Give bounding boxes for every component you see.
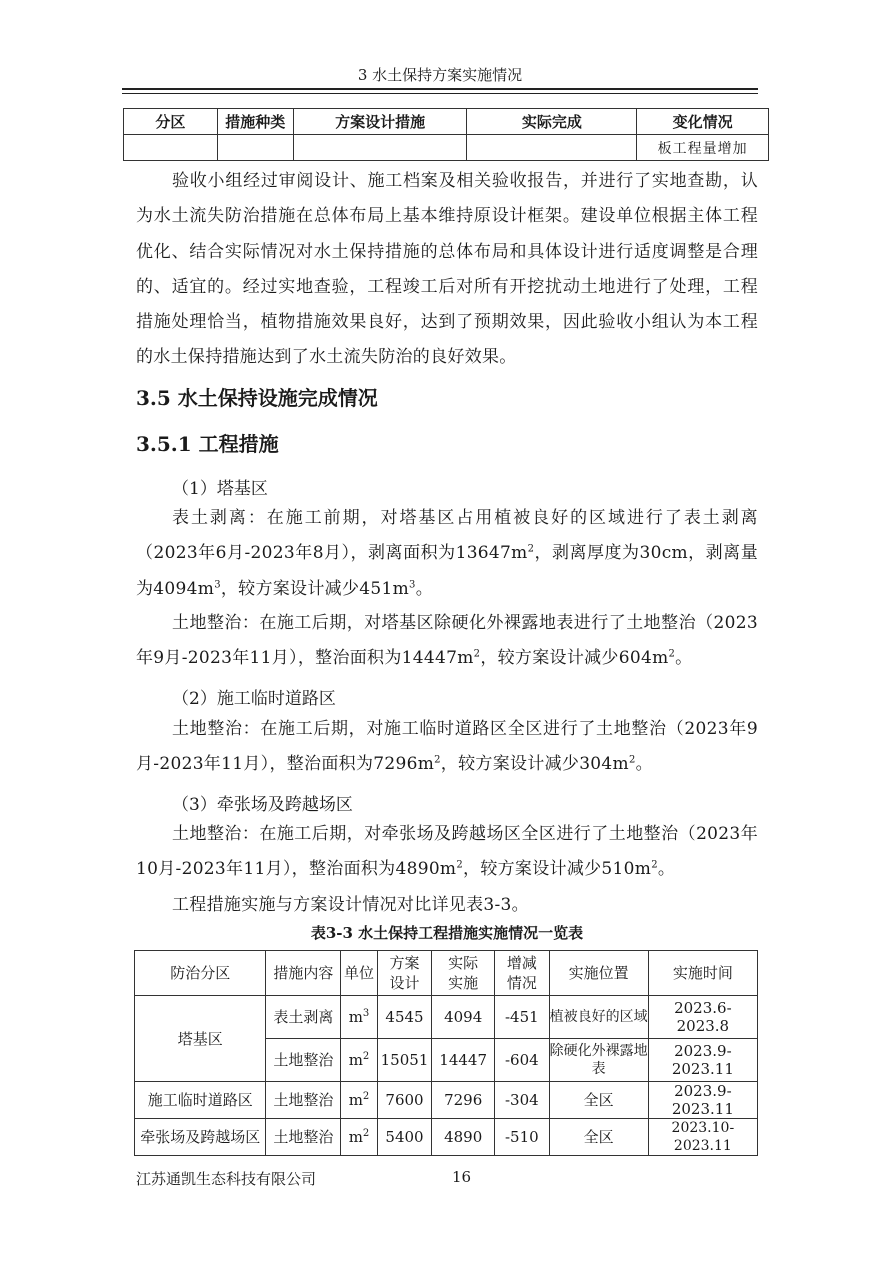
paragraph-land-leveling-road: 土地整治：在施工后期，对施工临时道路区全区进行了土地整治（2023年9月-2023年11月），整治面积为$7296m^2$，较方案设计减少$304m^2$。 (136, 719, 758, 775)
header-cell: 变化情况 (637, 109, 769, 135)
header-cell: 实际完成 (467, 109, 637, 135)
section-heading-3-5-1: 3.5.1 工程措施 (136, 432, 279, 456)
header-cell: 方案设计措施 (293, 109, 467, 135)
table-cell: $m^3$ (341, 996, 377, 1039)
header-cell: 措施内容 (266, 951, 341, 996)
table-cell: 全区 (549, 1119, 648, 1156)
table-cell (124, 135, 218, 161)
table-cell: 4890 (432, 1119, 495, 1156)
footer-company: 江苏通凯生态科技有限公司 (136, 1170, 317, 1188)
header-rule-thin (122, 93, 758, 94)
section-heading-3-5: 3.5 水土保持设施完成情况 (136, 386, 378, 410)
table-cell: 5400 (377, 1119, 432, 1156)
header-cell: 方案 设计 (377, 951, 432, 996)
table-cell: 4545 (377, 996, 432, 1039)
table-cell: 全区 (549, 1082, 648, 1119)
table-cell: 2023.9-2023.11 (648, 1082, 757, 1119)
table-cell: 植被良好的区域 (549, 996, 648, 1039)
header-rule-thick (122, 88, 758, 90)
page-number: 16 (452, 1168, 472, 1186)
table-cell (217, 135, 293, 161)
table-caption: 表3-3 水土保持工程措施实施情况一览表 (310, 924, 584, 942)
paragraph-land-leveling-tower: 土地整治：在施工后期，对塔基区除硬化外裸露地表进行了土地整治（2023年9月-2023年11月），整治面积为$14447m^2$，较方案设计减少$604m^2$。 (136, 613, 758, 669)
continued-table (123, 108, 769, 161)
header-cell: 实施位置 (549, 951, 648, 996)
table-cell: -451 (495, 996, 550, 1039)
table-cell: -510 (495, 1119, 550, 1156)
table-cell: 施工临时道路区 (135, 1082, 266, 1119)
table-cell: 4094 (432, 996, 495, 1039)
running-header: 3 水土保持方案实施情况 (357, 66, 523, 84)
header-cell: 增减 情况 (495, 951, 550, 996)
paragraph-land-leveling-tension: 土地整治：在施工后期，对牵张场及跨越场区全区进行了土地整治（2023年10月-2023年11月），整治面积为$4890m^2$，较方案设计减少$510m^2$。 (136, 824, 758, 880)
table-cell: 土地整治 (266, 1082, 341, 1119)
subheading-tower-area: （1）塔基区 (172, 479, 268, 499)
paragraph-compare: 工程措施实施与方案设计情况对比详见表3-3。 (172, 895, 529, 915)
table-cell: 土地整治 (266, 1039, 341, 1082)
table-row (135, 1119, 758, 1156)
paragraph-acceptance: 验收小组经过审阅设计、施工档案及相关验收报告，并进行了实地查勘，认为水土流失防治措施在总体布局上基本维持原设计框架。建设单位根据主体工程优化、结合实际情况对水土保持措施的总体布局和具体设计进行适度调整是合理的、适宜的。经过实地查验，工程竣工后对所有开挖扰动土地进行了处理，工程措施处理恰当，植物措施效果良好，达到了预期效果，因此验收小组认为本工程的水土保持措施达到了水土流失防治的良好效果。 (136, 171, 758, 368)
header-cell: 措施种类 (217, 109, 293, 135)
table-cell: $m^2$ (341, 1039, 377, 1082)
header-cell: 单位 (341, 951, 377, 996)
table-header-row (124, 109, 769, 135)
paragraph-topsoil-stripping: 表土剥离：在施工前期，对塔基区占用植被良好的区域进行了表土剥离（2023年6月-2023年8月），剥离面积为$13647m^2$，剥离厚度为30cm，剥离量为$4094m^3$，较方案设计减少$451m^3$。 (136, 508, 758, 599)
table-cell: -304 (495, 1082, 550, 1119)
table-cell (293, 135, 467, 161)
table-cell: $m^2$ (341, 1119, 377, 1156)
table-cell: 7600 (377, 1082, 432, 1119)
header-cell: 防治分区 (135, 951, 266, 996)
table-cell: 板工程量增加 (637, 135, 769, 161)
measures-table (134, 950, 758, 1156)
table-cell: 塔基区 (135, 996, 266, 1082)
table-cell: 2023.10-2023.11 (648, 1119, 757, 1156)
header-cell: 分区 (124, 109, 218, 135)
table-cell: 14447 (432, 1039, 495, 1082)
table-cell: $m^2$ (341, 1082, 377, 1119)
header-cell: 实际 实施 (432, 951, 495, 996)
table-row (135, 1082, 758, 1119)
table-cell: 牵张场及跨越场区 (135, 1119, 266, 1156)
table-cell: 2023.9-2023.11 (648, 1039, 757, 1082)
table-cell: 表土剥离 (266, 996, 341, 1039)
subheading-temp-road-area: （2）施工临时道路区 (172, 689, 336, 709)
table-cell: 15051 (377, 1039, 432, 1082)
table-cell (467, 135, 637, 161)
table-row (124, 135, 769, 161)
table-cell: -604 (495, 1039, 550, 1082)
table-cell: 土地整治 (266, 1119, 341, 1156)
table-cell: 2023.6-2023.8 (648, 996, 757, 1039)
header-cell: 实施时间 (648, 951, 757, 996)
table-row (135, 996, 758, 1039)
table-cell: 除硬化外裸露地表 (549, 1039, 648, 1082)
subheading-tension-site-area: （3）牵张场及跨越场区 (172, 795, 353, 815)
table-header-row (135, 951, 758, 996)
table-cell: 7296 (432, 1082, 495, 1119)
